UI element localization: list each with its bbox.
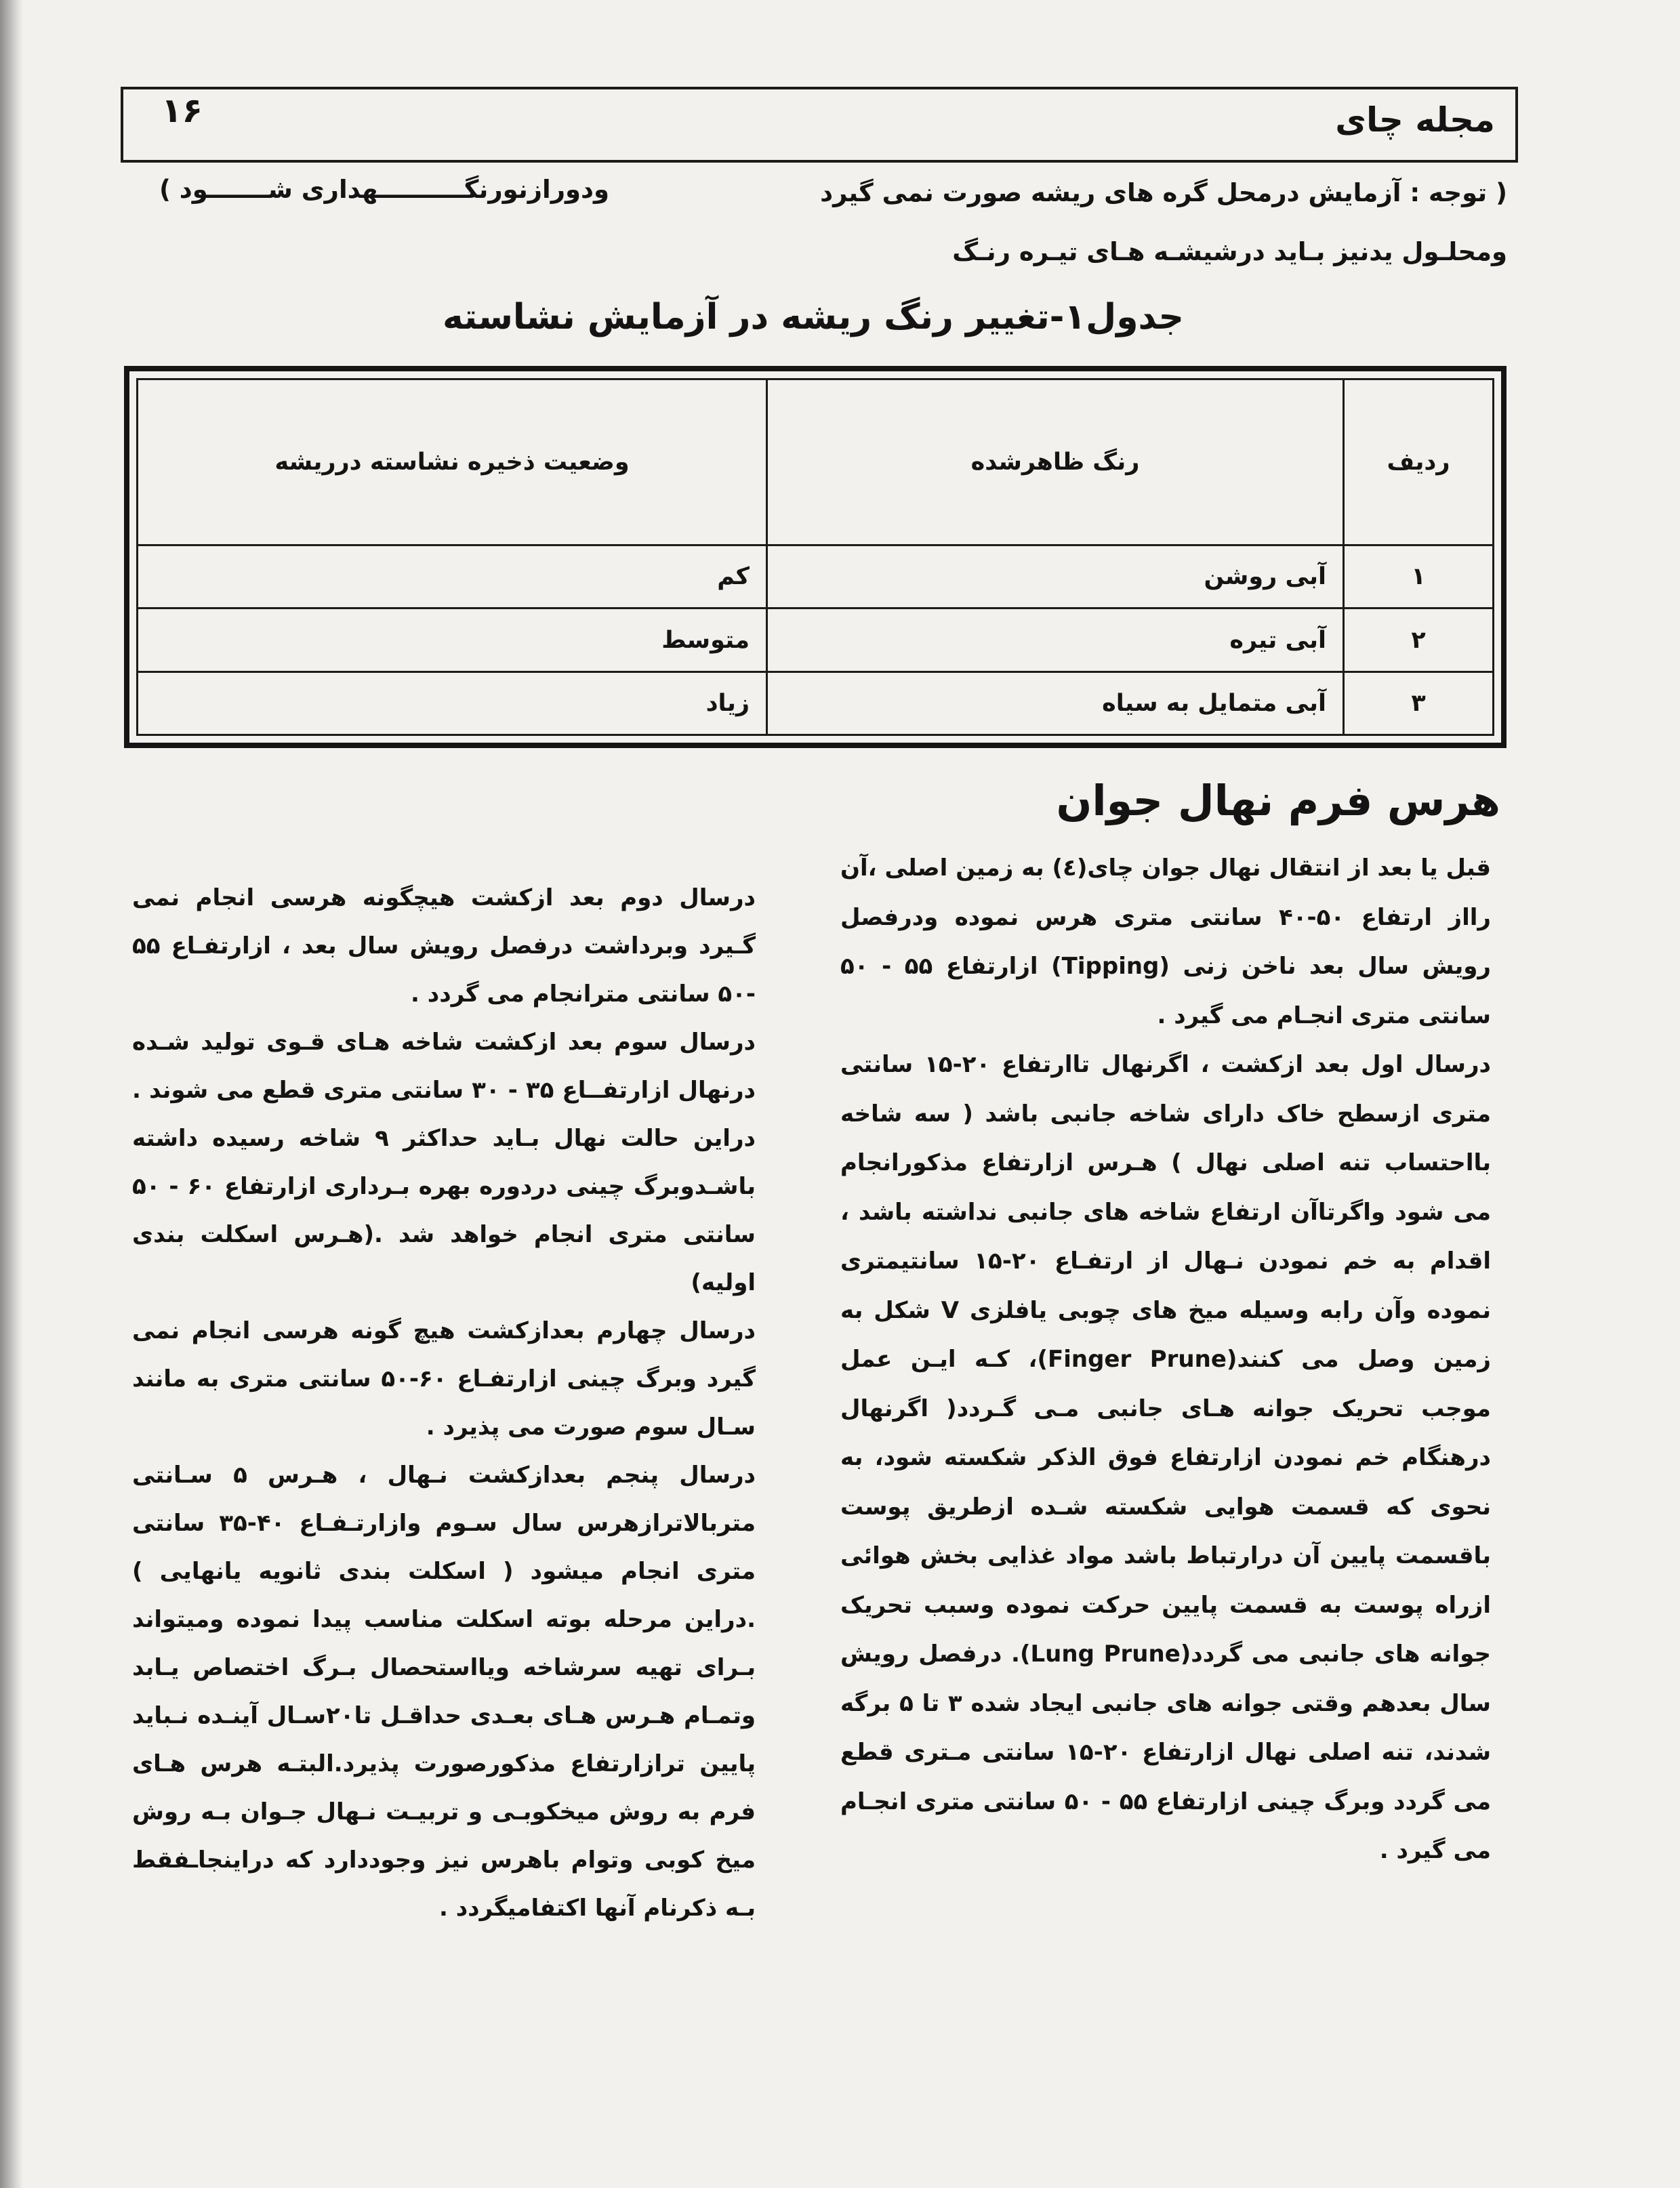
- table-row: [138, 672, 1494, 735]
- table-header-row: [138, 379, 1494, 545]
- row-starch-status: زیاد: [138, 672, 767, 735]
- table-frame: [124, 366, 1507, 748]
- page-number: ۱۶: [161, 91, 203, 130]
- row-starch-status: کم: [138, 545, 767, 608]
- header-index: ردیف: [1344, 379, 1494, 545]
- paragraph: درسال چهارم بعدازکشت هیچ گونه هرسی انجام نمی گیرد وبرگ چینی ازارتفـاع ۶۰-۵۰ سانتی متری به مانند سـال سوم صورت می پذیرد .: [132, 1317, 756, 1441]
- table-row: [138, 608, 1494, 672]
- header-color: رنگ ظاهرشده: [767, 379, 1344, 545]
- table-row: [138, 545, 1494, 608]
- note-line-1-left: ودورازنورنگــــــــــهداری شـــــــود ): [159, 175, 609, 204]
- header-starch-status: وضعیت ذخیره نشاسته درریشه: [138, 379, 767, 545]
- note-line-2: ومحلـول یدنیز بـاید درشیشـه هـای تیـره رنـگ: [952, 237, 1507, 266]
- page-header: [121, 87, 1518, 163]
- paragraph: درسال سوم بعد ازکشت شاخه هـای قـوی تولید شـده درنهال ازارتفــاع ۳۵ - ۳۰ سانتی متری قطع می شوند . دراین حالت نهال بـاید حداکثر ۹ شاخه رسیده داشته باشـدوبرگ چینی دردوره بهره بـرداری ازارتفاع ۶۰ - ۵۰ سانتی متری انجام خواهد شد .(هـرس اسکلت بندی اولیه): [132, 1029, 756, 1296]
- paragraph: درسال دوم بعد ازکشت هیچگونه هرسی انجام نمی گـیرد وبرداشت درفصل رویش سال بعد ، ازارتفـاع ۵۵ -۵۰ سانتی مترانجام می گردد .: [132, 884, 756, 1008]
- left-column: [132, 874, 756, 1933]
- paragraph: قبل یا بعد از انتقال نهال جوان چای(٤) به زمین اصلی ،آن رااز ارتفاع ۵۰-۴۰ سانتی متری هرس نموده ودرفصل رویش سال بعد ناخن زنی (Tipping) ازارتفاع ۵۵ - ۵۰ سانتی متری انجـام می گیرد .: [840, 854, 1492, 1029]
- journal-name: مجله چای: [1335, 100, 1495, 140]
- row-index: ۱: [1344, 545, 1494, 608]
- row-index: ۳: [1344, 672, 1494, 735]
- right-column: [840, 844, 1491, 1876]
- page-binding-shadow: [0, 0, 23, 2188]
- table-title: جدول۱-تغییر رنگ ریشه در آزمایش نشاسته: [442, 297, 1185, 337]
- row-color: آبی متمایل به سیاه: [767, 672, 1344, 735]
- row-color: آبی روشن: [767, 545, 1344, 608]
- starch-table: [136, 378, 1494, 736]
- paragraph: درسال اول بعد ازکشت ، اگرنهال تاارتفاع ۲۰-۱۵ سانتی متری ازسطح خاک دارای شاخه جانبی باشد ( سه شاخه بااحتساب تنه اصلی نهال ) هـرس ازارتفاع مذکورانجام می شود واگرتاآن ارتفاع شاخه های جانبی نداشته باشد ، اقدام به خم نمودن نـهال از ارتفـاع ۲۰-۱۵ سانتیمتری نموده وآن رابه وسیله میخ های چوبی یافلزی V شکل به زمین وصل می کنند(Finger Prune)، کـه ایـن عمل موجب تحریک جوانه هـای جانبی مـی گـردد( اگرنهال درهنگام خم نمودن ازارتفاع فوق الذکر شکسته شود، به نحوی که قسمت هوایی شکسته شـده ازطریق پوست باقسمت پایین آن درارتباط باشد مواد غذایی بخش هوائی ازراه پوست به قسمت پایین حرکت نموده وسبب تحریک جوانه های جانبی می گردد(Lung Prune). درفصل رویش سال بعدهم وقتی جوانه های جانبی ایجاد شده ۳ تا ۵ برگه شدند، تنه اصلی نهال ازارتفاع ۲۰-۱۵ سانتی مـتری قطع می گردد وبرگ چینی ازارتفاع ۵۵ - ۵۰ سانتی متری انجـام می گیرد .: [840, 1051, 1492, 1864]
- row-starch-status: متوسط: [138, 608, 767, 672]
- note-line-1-right: ( توجه : آزمایش درمحل گره های ریشه صورت نمی گیرد: [820, 178, 1507, 207]
- section-heading: هرس فرم نهال جوان: [1056, 776, 1500, 825]
- paragraph: درسال پنجم بعدازکشت نـهال ، هـرس ۵ سـانتی متربالاترازهرس سال سـوم وازارتـفـاع ۴۰-۳۵ سانتی متری انجام میشود ( اسکلت بندی ثانویه یانهایی ) .دراین مرحله بوته اسکلت مناسب پیدا نموده ومیتواند بـرای تهیه سرشاخه ویااستحصال بـرگ اختصاص یـابد وتمـام هـرس هـای بعـدی حداقـل تا۲۰سـال آینـده نـباید پایین ترازارتفاع مذکورصورت پذیرد.البتـه هرس هـای فرم به روش میخکوبـی و تربیـت نـهال جـوان بـه روش میخ کوبی وتوام باهرس نیز وجوددارد که دراینجاـفقط بـه ذکرنام آنها اکتفامیگردد .: [132, 1462, 756, 1922]
- row-index: ۲: [1344, 608, 1494, 672]
- row-color: آبی تیره: [767, 608, 1344, 672]
